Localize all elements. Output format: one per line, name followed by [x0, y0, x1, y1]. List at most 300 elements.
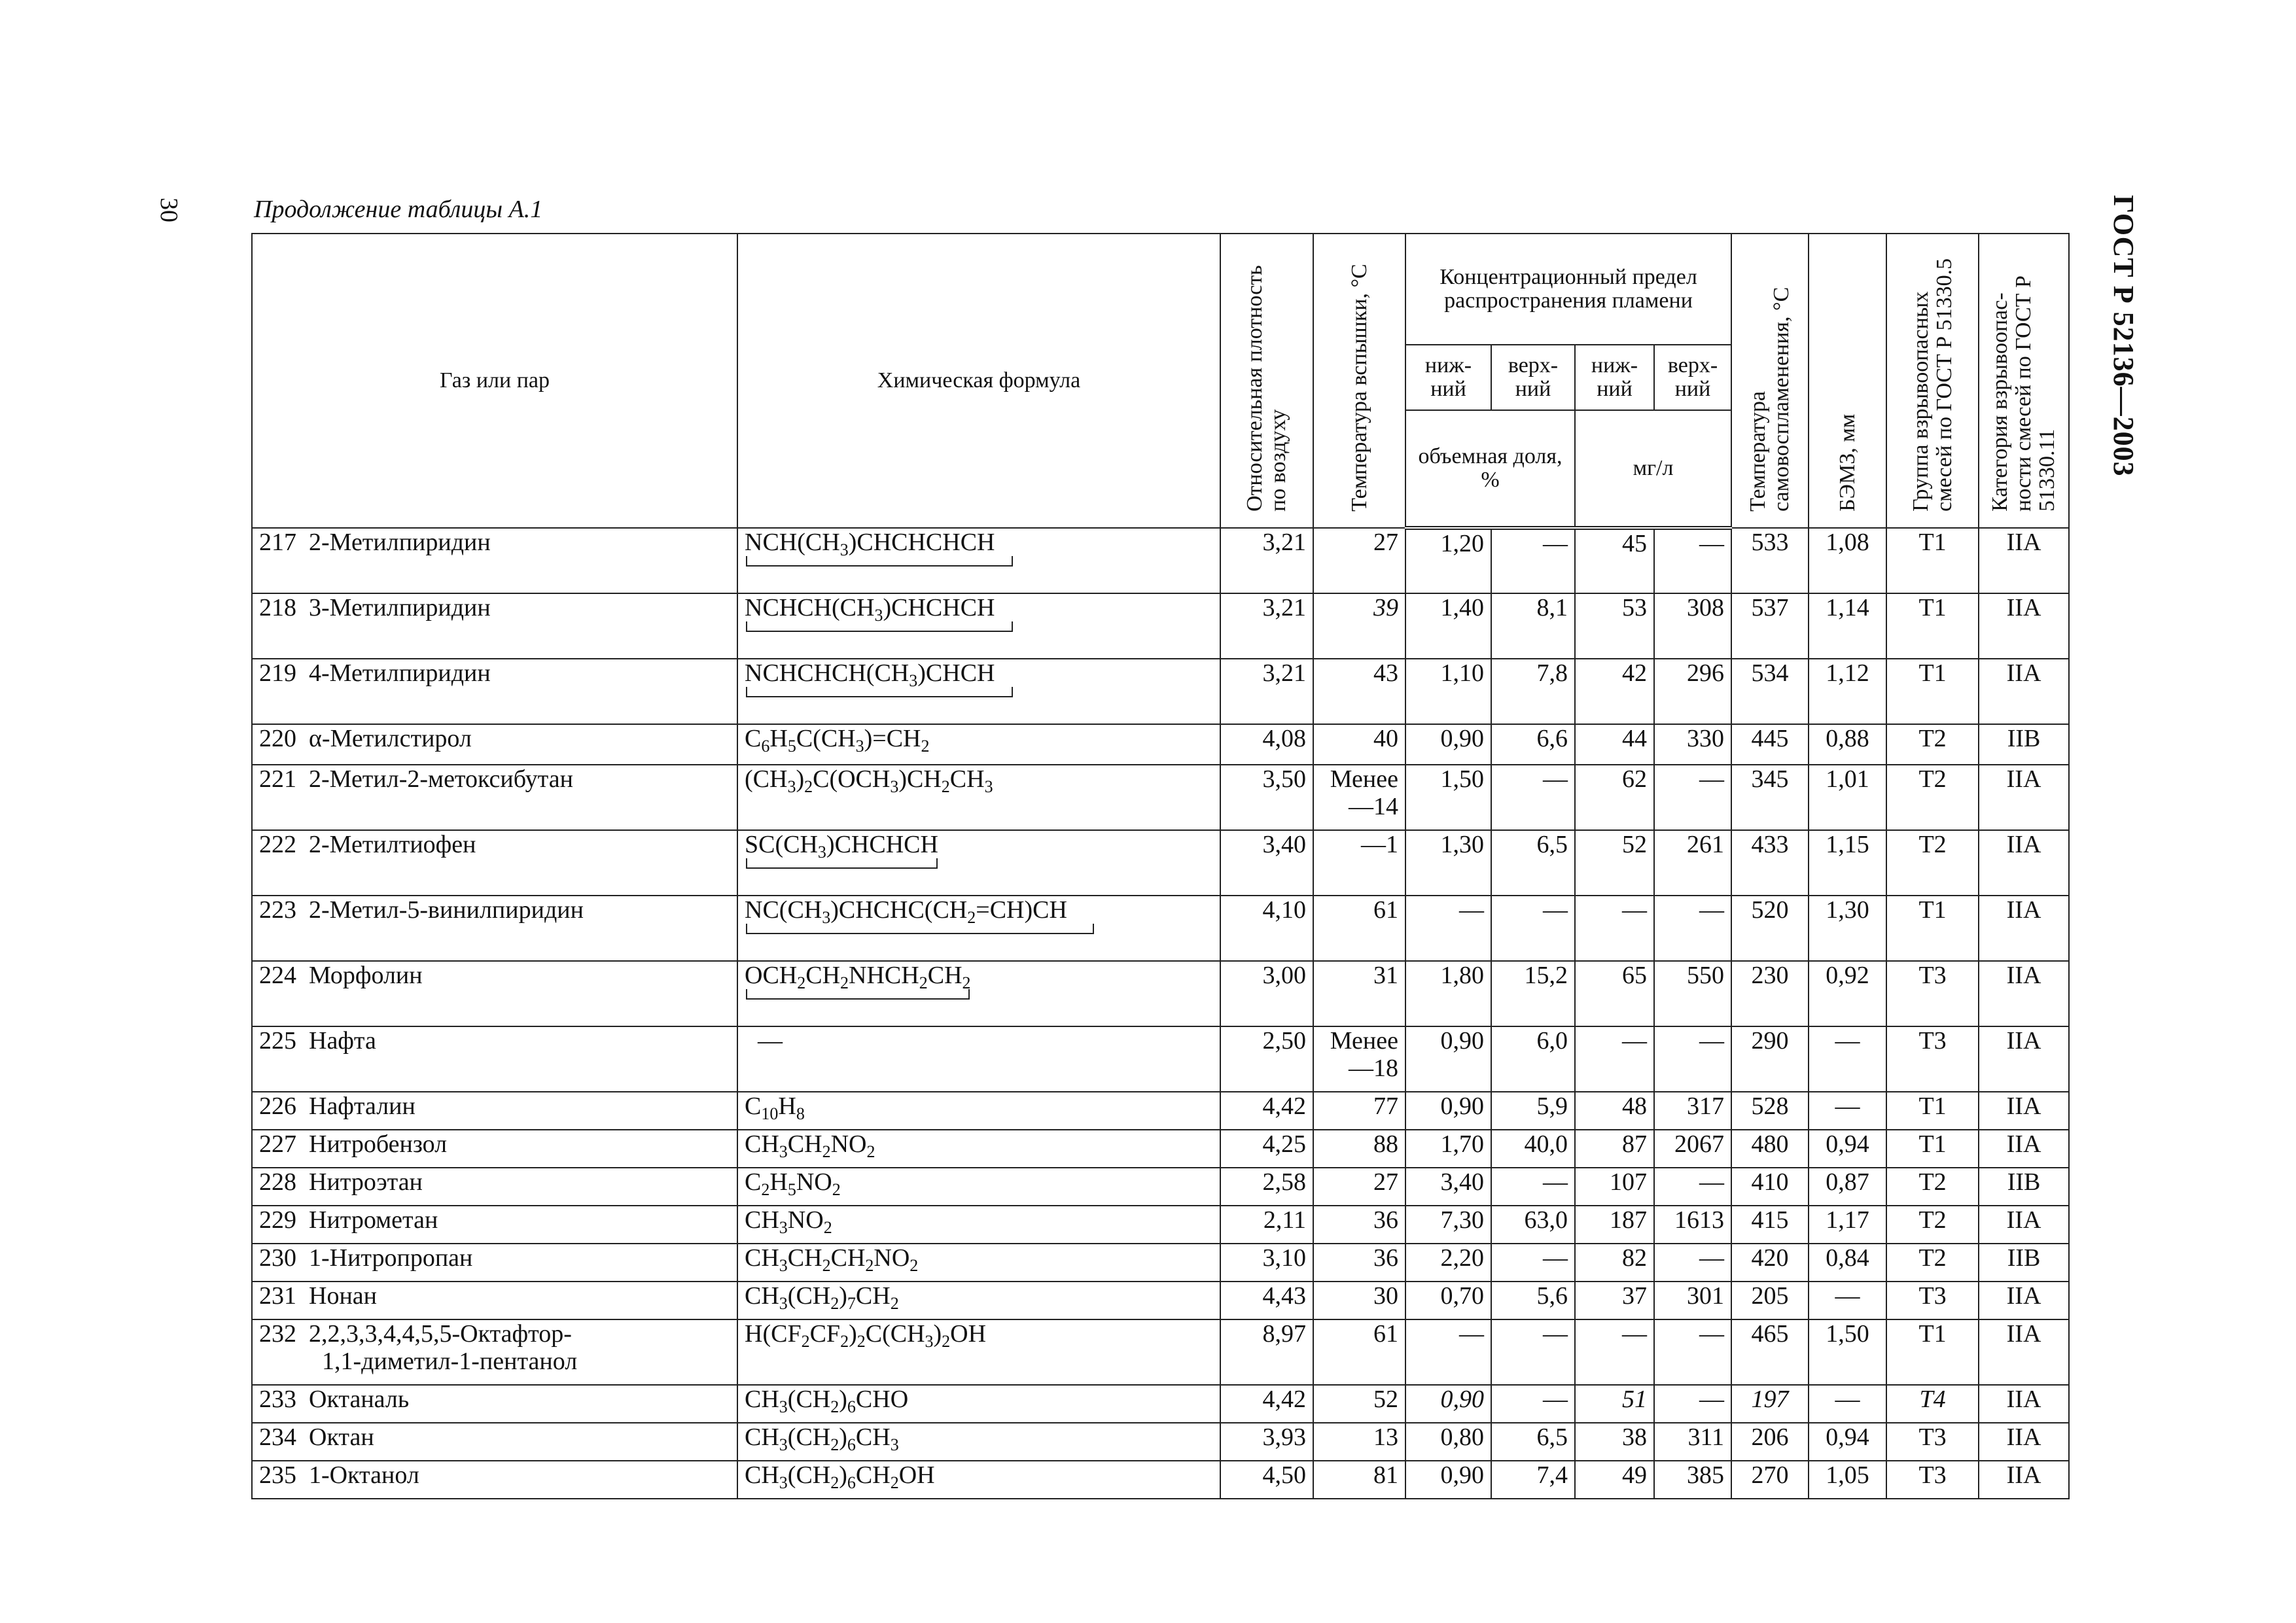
chemical-formula: — — [758, 1027, 783, 1055]
chemical-formula: $NCHCH(CH_3)CHCHCH$ — [745, 594, 995, 625]
cell-upper-mg: 317 — [1654, 1092, 1731, 1130]
cell-autoignition: 528 — [1731, 1092, 1809, 1130]
cell-category: IIA — [1979, 1206, 2069, 1244]
cell-category: IIA — [1979, 896, 2069, 961]
cell-lower-mg: 37 — [1575, 1282, 1654, 1319]
chemical-formula: $NCHCHCH(CH_3)CHCH$ — [745, 659, 995, 690]
cell-group: T2 — [1886, 1244, 1979, 1282]
page-number: 30 — [155, 198, 183, 222]
cell-upper-mg: — — [1654, 1026, 1731, 1092]
cell-name — [252, 830, 737, 896]
cell-upper-mg: 311 — [1654, 1423, 1731, 1461]
cell-lower-mg: 49 — [1575, 1461, 1654, 1499]
cell-upper-vol: 5,9 — [1491, 1092, 1575, 1130]
chemical-formula: $H(CF_2CF_2)_2C(CH_3)_2OH$ — [745, 1320, 987, 1351]
chemical-formula: $CH_3CH_2CH_2NO_2$ — [745, 1244, 919, 1275]
header-lower-mg: ниж-ний — [1575, 345, 1654, 410]
table-row — [252, 1206, 2069, 1244]
cell-name — [252, 659, 737, 724]
cell-density: 3,00 — [1220, 961, 1313, 1026]
header-bemz: БЭМЗ, мм — [1835, 413, 1860, 512]
cell-upper-mg: 385 — [1654, 1461, 1731, 1499]
cell-autoignition: 345 — [1731, 765, 1809, 830]
cell-formula — [737, 896, 1220, 961]
cell-flash-point: 43 — [1313, 659, 1405, 724]
cell-name — [252, 765, 737, 830]
row-number: 224 — [259, 962, 296, 989]
cell-lower-vol: 1,20 — [1405, 528, 1491, 593]
cell-category: IIA — [1979, 961, 2069, 1026]
header-gas: Газ или пар — [252, 234, 737, 528]
cell-group: T1 — [1886, 528, 1979, 593]
row-number: 217 — [259, 529, 296, 556]
header-upper-mg: верх-ний — [1654, 345, 1731, 410]
cell-category: IIA — [1979, 659, 2069, 724]
cell-lower-mg: 65 — [1575, 961, 1654, 1026]
chemical-formula: $NCH(CH_3)CHCHCHCH$ — [745, 529, 995, 559]
cell-lower-vol: 7,30 — [1405, 1206, 1491, 1244]
cell-bemz: 1,14 — [1809, 593, 1886, 659]
cell-autoignition: 537 — [1731, 593, 1809, 659]
cell-upper-mg: 296 — [1654, 659, 1731, 724]
cell-flash-point: 40 — [1313, 724, 1405, 765]
chemical-formula: $(CH_3)_2C(OCH_3)CH_2CH_3$ — [745, 765, 993, 796]
table-row — [252, 724, 2069, 765]
cell-category: IIA — [1979, 1282, 2069, 1319]
header-formula: Химическая формула — [737, 234, 1220, 528]
cell-group: T2 — [1886, 830, 1979, 896]
cell-flash-point: 13 — [1313, 1423, 1405, 1461]
cell-density: 3,21 — [1220, 528, 1313, 593]
cell-lower-vol: — — [1405, 1319, 1491, 1385]
cell-bemz: 1,50 — [1809, 1319, 1886, 1385]
chemical-formula: $NC(CH_3)CHCHC(CH_2=CH)CH$ — [745, 896, 1067, 927]
cell-density: 4,43 — [1220, 1282, 1313, 1319]
cell-lower-vol: 1,30 — [1405, 830, 1491, 896]
table-row — [252, 1168, 2069, 1206]
cell-lower-vol: 0,90 — [1405, 1092, 1491, 1130]
cell-group: T2 — [1886, 1168, 1979, 1206]
cell-name — [252, 528, 737, 593]
chemical-formula: $C_{10}H_8$ — [745, 1092, 805, 1123]
cell-autoignition: 533 — [1731, 528, 1809, 593]
cell-upper-mg: — — [1654, 765, 1731, 830]
cell-bemz: 1,17 — [1809, 1206, 1886, 1244]
cell-autoignition: 520 — [1731, 896, 1809, 961]
cell-name — [252, 1206, 737, 1244]
cell-upper-vol: — — [1491, 1168, 1575, 1206]
cell-upper-vol: 6,6 — [1491, 724, 1575, 765]
cell-formula — [737, 961, 1220, 1026]
cell-upper-vol: 40,0 — [1491, 1130, 1575, 1168]
row-number: 229 — [259, 1206, 296, 1234]
ring-bracket — [745, 989, 1213, 1002]
cell-upper-mg: 261 — [1654, 830, 1731, 896]
cell-formula — [737, 659, 1220, 724]
cell-formula — [737, 1168, 1220, 1206]
cell-bemz: 0,88 — [1809, 724, 1886, 765]
ring-bracket — [745, 858, 1213, 871]
cell-name — [252, 1385, 737, 1423]
ring-bracket — [745, 924, 1213, 937]
cell-lower-vol: 0,90 — [1405, 1026, 1491, 1092]
cell-flash-point: 31 — [1313, 961, 1405, 1026]
cell-lower-mg: 87 — [1575, 1130, 1654, 1168]
cell-formula — [737, 1282, 1220, 1319]
substance-name: α-Метилстирол — [309, 725, 472, 752]
cell-upper-mg: 1613 — [1654, 1206, 1731, 1244]
cell-upper-vol: — — [1491, 896, 1575, 961]
cell-bemz: 1,08 — [1809, 528, 1886, 593]
chemical-formula: $CH_3(CH_2)_7CH_2$ — [745, 1282, 899, 1313]
cell-autoignition: 230 — [1731, 961, 1809, 1026]
substance-name: 4-Метилпиридин — [309, 659, 491, 687]
cell-autoignition: 205 — [1731, 1282, 1809, 1319]
cell-lower-mg: 48 — [1575, 1092, 1654, 1130]
cell-formula — [737, 724, 1220, 765]
cell-category: IIB — [1979, 1244, 2069, 1282]
cell-upper-vol: 6,5 — [1491, 1423, 1575, 1461]
cell-density: 2,58 — [1220, 1168, 1313, 1206]
row-number: 220 — [259, 725, 296, 752]
table-row — [252, 1282, 2069, 1319]
header-group: Группа взрывоопасных смесей по ГОСТ Р 51330.5 — [1908, 258, 1956, 512]
cell-density: 4,42 — [1220, 1385, 1313, 1423]
cell-formula — [737, 528, 1220, 593]
cell-bemz: 0,87 — [1809, 1168, 1886, 1206]
row-number: 233 — [259, 1386, 296, 1413]
substance-name: Морфолин — [309, 962, 423, 989]
chemical-formula: $C_6H_5C(CH_3)=CH_2$ — [745, 725, 930, 756]
cell-formula — [737, 1319, 1220, 1385]
cell-density: 4,10 — [1220, 896, 1313, 961]
chemical-formula: $CH_3(CH_2)_6CHO$ — [745, 1386, 909, 1416]
row-number: 218 — [259, 594, 296, 621]
substance-name: 2-Метилтиофен — [309, 831, 476, 858]
cell-flash-point: Менее —18 — [1313, 1026, 1405, 1092]
cell-name — [252, 1092, 737, 1130]
cell-name — [252, 1244, 737, 1282]
cell-name — [252, 593, 737, 659]
cell-lower-vol: — — [1405, 896, 1491, 961]
cell-upper-vol: — — [1491, 1319, 1575, 1385]
ring-bracket — [745, 621, 1213, 635]
cell-lower-vol: 0,90 — [1405, 1385, 1491, 1423]
cell-density: 4,25 — [1220, 1130, 1313, 1168]
substance-name: Нафталин — [309, 1092, 415, 1120]
cell-density: 3,40 — [1220, 830, 1313, 896]
cell-bemz: — — [1809, 1092, 1886, 1130]
cell-autoignition: 445 — [1731, 724, 1809, 765]
cell-lower-mg: 82 — [1575, 1244, 1654, 1282]
row-number: 219 — [259, 659, 296, 687]
cell-lower-mg: 51 — [1575, 1385, 1654, 1423]
chemical-formula: $CH_3NO_2$ — [745, 1206, 832, 1237]
cell-upper-vol: 5,6 — [1491, 1282, 1575, 1319]
cell-upper-mg: — — [1654, 1168, 1731, 1206]
cell-name — [252, 1168, 737, 1206]
cell-lower-vol: 0,90 — [1405, 724, 1491, 765]
cell-lower-mg: 53 — [1575, 593, 1654, 659]
header-lower-vol: ниж-ний — [1405, 345, 1491, 410]
cell-upper-mg: — — [1654, 1319, 1731, 1385]
cell-group: T3 — [1886, 961, 1979, 1026]
cell-upper-mg: — — [1654, 896, 1731, 961]
table-body — [252, 528, 2069, 1499]
cell-group: T1 — [1886, 659, 1979, 724]
cell-autoignition: 480 — [1731, 1130, 1809, 1168]
cell-upper-mg: 308 — [1654, 593, 1731, 659]
header-vol: объемная доля, % — [1405, 410, 1575, 528]
cell-density: 4,50 — [1220, 1461, 1313, 1499]
cell-flash-point: 36 — [1313, 1244, 1405, 1282]
cell-upper-vol: 7,4 — [1491, 1461, 1575, 1499]
cell-formula — [737, 830, 1220, 896]
table-row — [252, 961, 2069, 1026]
cell-category: IIA — [1979, 1385, 2069, 1423]
cell-upper-mg: 301 — [1654, 1282, 1731, 1319]
cell-category: IIA — [1979, 1130, 2069, 1168]
cell-lower-mg: 38 — [1575, 1423, 1654, 1461]
cell-lower-vol: 0,70 — [1405, 1282, 1491, 1319]
table-row — [252, 528, 2069, 593]
table-row — [252, 1130, 2069, 1168]
cell-name — [252, 896, 737, 961]
cell-group: T3 — [1886, 1461, 1979, 1499]
cell-formula — [737, 1026, 1220, 1092]
substance-name: Нитроэтан — [309, 1168, 423, 1196]
cell-lower-mg: — — [1575, 1026, 1654, 1092]
ring-bracket — [745, 556, 1213, 569]
cell-bemz: 1,01 — [1809, 765, 1886, 830]
substance-name: Нитробензол — [309, 1130, 448, 1158]
cell-name — [252, 1026, 737, 1092]
cell-flash-point: 61 — [1313, 896, 1405, 961]
row-number: 225 — [259, 1027, 296, 1055]
cell-category: IIA — [1979, 593, 2069, 659]
table-row — [252, 1385, 2069, 1423]
cell-lower-mg: 44 — [1575, 724, 1654, 765]
cell-lower-vol: 1,70 — [1405, 1130, 1491, 1168]
cell-group: T4 — [1886, 1385, 1979, 1423]
cell-flash-point: 61 — [1313, 1319, 1405, 1385]
cell-upper-vol: 7,8 — [1491, 659, 1575, 724]
header-category: Категория взрывоопас-ности смесей по ГОСТ Р 51330.11 — [1988, 275, 2060, 512]
row-number: 222 — [259, 831, 296, 858]
cell-density: 2,50 — [1220, 1026, 1313, 1092]
cell-group: T1 — [1886, 1130, 1979, 1168]
cell-flash-point: 30 — [1313, 1282, 1405, 1319]
row-number: 227 — [259, 1130, 296, 1158]
substance-name: Октан — [309, 1423, 374, 1451]
cell-name — [252, 961, 737, 1026]
chemical-formula: $C_2H_5NO_2$ — [745, 1168, 841, 1199]
row-number: 234 — [259, 1423, 296, 1451]
cell-density: 3,10 — [1220, 1244, 1313, 1282]
cell-flash-point: 27 — [1313, 1168, 1405, 1206]
cell-upper-vol: — — [1491, 528, 1575, 593]
row-number: 221 — [259, 765, 296, 793]
header-autoign: Температура самовоспламенения, °С — [1746, 287, 1794, 512]
cell-name — [252, 1423, 737, 1461]
chemical-formula: $OCH_2CH_2NHCH_2CH_2$ — [745, 962, 971, 992]
cell-upper-vol: 8,1 — [1491, 593, 1575, 659]
cell-autoignition: 410 — [1731, 1168, 1809, 1206]
cell-lower-mg: 187 — [1575, 1206, 1654, 1244]
cell-formula — [737, 1244, 1220, 1282]
substance-name: 2,2,3,3,4,4,5,5-Октафтор- — [309, 1320, 572, 1348]
header-mgl: мг/л — [1575, 410, 1731, 528]
cell-bemz: 0,84 — [1809, 1244, 1886, 1282]
cell-category: IIA — [1979, 1319, 2069, 1385]
table-row — [252, 1319, 2069, 1385]
cell-group: T2 — [1886, 765, 1979, 830]
table-row — [252, 1461, 2069, 1499]
cell-upper-vol: 6,0 — [1491, 1026, 1575, 1092]
cell-category: IIB — [1979, 1168, 2069, 1206]
cell-category: IIA — [1979, 528, 2069, 593]
cell-name — [252, 1461, 737, 1499]
cell-name — [252, 1319, 737, 1385]
cell-lower-vol: 0,80 — [1405, 1423, 1491, 1461]
chemical-formula: $CH_3(CH_2)_6CH_3$ — [745, 1423, 899, 1454]
cell-flash-point: 77 — [1313, 1092, 1405, 1130]
cell-density: 3,21 — [1220, 593, 1313, 659]
cell-lower-mg: 107 — [1575, 1168, 1654, 1206]
substance-name: 1-Нитропропан — [309, 1244, 473, 1272]
cell-name — [252, 1282, 737, 1319]
cell-bemz: 0,92 — [1809, 961, 1886, 1026]
cell-autoignition: 534 — [1731, 659, 1809, 724]
substance-name: 2-Метил-5-винилпиридин — [309, 896, 584, 924]
cell-flash-point: 52 — [1313, 1385, 1405, 1423]
cell-lower-vol: 2,20 — [1405, 1244, 1491, 1282]
substance-name: Октаналь — [309, 1386, 410, 1413]
row-number: 235 — [259, 1461, 296, 1489]
header-density: Относительная плотность по воздуху — [1243, 265, 1290, 512]
chemical-formula: $CH_3(CH_2)_6CH_2OH$ — [745, 1461, 935, 1492]
cell-formula — [737, 593, 1220, 659]
cell-name — [252, 1130, 737, 1168]
cell-upper-mg: 330 — [1654, 724, 1731, 765]
table-row — [252, 1423, 2069, 1461]
cell-lower-mg: 45 — [1575, 528, 1654, 593]
table-row — [252, 830, 2069, 896]
cell-lower-mg: — — [1575, 1319, 1654, 1385]
table-row — [252, 1092, 2069, 1130]
chemical-formula: $SC(CH_3)CHCHCH$ — [745, 831, 938, 862]
cell-formula — [737, 1385, 1220, 1423]
cell-lower-vol: 3,40 — [1405, 1168, 1491, 1206]
cell-name — [252, 724, 737, 765]
cell-formula — [737, 1206, 1220, 1244]
cell-density: 2,11 — [1220, 1206, 1313, 1244]
cell-flash-point: Менее —14 — [1313, 765, 1405, 830]
cell-group: T3 — [1886, 1026, 1979, 1092]
cell-formula — [737, 765, 1220, 830]
cell-lower-vol: 0,90 — [1405, 1461, 1491, 1499]
row-number: 228 — [259, 1168, 296, 1196]
cell-upper-vol: 6,5 — [1491, 830, 1575, 896]
cell-bemz: 1,05 — [1809, 1461, 1886, 1499]
cell-flash-point: 27 — [1313, 528, 1405, 593]
cell-bemz: 0,94 — [1809, 1423, 1886, 1461]
cell-upper-vol: — — [1491, 1385, 1575, 1423]
cell-group: T2 — [1886, 724, 1979, 765]
cell-lower-vol: 1,50 — [1405, 765, 1491, 830]
row-number: 230 — [259, 1244, 296, 1272]
substance-name-cont: 1,1-диметил-1-пентанол — [322, 1348, 578, 1375]
cell-flash-point: —1 — [1313, 830, 1405, 896]
table-row — [252, 593, 2069, 659]
cell-autoignition: 197 — [1731, 1385, 1809, 1423]
cell-group: T1 — [1886, 1319, 1979, 1385]
table-row — [252, 1026, 2069, 1092]
row-number: 223 — [259, 896, 296, 924]
substance-name: 3-Метилпиридин — [309, 594, 491, 621]
cell-group: T1 — [1886, 593, 1979, 659]
cell-formula — [737, 1092, 1220, 1130]
table-caption: Продолжение таблицы А.1 — [254, 196, 543, 223]
cell-group: T1 — [1886, 896, 1979, 961]
substance-name: 2-Метил-2-метоксибутан — [309, 765, 573, 793]
cell-autoignition: 433 — [1731, 830, 1809, 896]
table-row — [252, 1244, 2069, 1282]
cell-density: 3,21 — [1220, 659, 1313, 724]
cell-flash-point: 39 — [1313, 593, 1405, 659]
cell-group: T2 — [1886, 1206, 1979, 1244]
cell-upper-vol: 15,2 — [1491, 961, 1575, 1026]
cell-upper-mg: 2067 — [1654, 1130, 1731, 1168]
cell-autoignition: 290 — [1731, 1026, 1809, 1092]
cell-flash-point: 81 — [1313, 1461, 1405, 1499]
chemical-formula: $CH_3CH_2NO_2$ — [745, 1130, 875, 1161]
cell-bemz: 1,15 — [1809, 830, 1886, 896]
table-row — [252, 896, 2069, 961]
cell-lower-mg: 52 — [1575, 830, 1654, 896]
cell-autoignition: 465 — [1731, 1319, 1809, 1385]
table-row — [252, 659, 2069, 724]
cell-density: 3,50 — [1220, 765, 1313, 830]
cell-category: IIA — [1979, 830, 2069, 896]
cell-upper-mg: — — [1654, 528, 1731, 593]
cell-lower-mg: 42 — [1575, 659, 1654, 724]
cell-autoignition: 420 — [1731, 1244, 1809, 1282]
cell-lower-vol: 1,10 — [1405, 659, 1491, 724]
cell-density: 8,97 — [1220, 1319, 1313, 1385]
row-number: 231 — [259, 1282, 296, 1310]
document-title: ГОСТ Р 52136—2003 — [2108, 195, 2140, 477]
cell-upper-vol: — — [1491, 765, 1575, 830]
cell-upper-mg: — — [1654, 1385, 1731, 1423]
cell-autoignition: 415 — [1731, 1206, 1809, 1244]
cell-autoignition: 270 — [1731, 1461, 1809, 1499]
cell-lower-vol: 1,80 — [1405, 961, 1491, 1026]
cell-upper-mg: 550 — [1654, 961, 1731, 1026]
row-number: 232 — [259, 1320, 296, 1348]
cell-bemz: — — [1809, 1385, 1886, 1423]
data-table — [251, 233, 2070, 1499]
header-conc: Концентрационный предел распространения пламени — [1405, 234, 1731, 345]
substance-name: Нонан — [309, 1282, 377, 1310]
cell-bemz: — — [1809, 1026, 1886, 1092]
substance-name: 1-Октанол — [309, 1461, 419, 1489]
substance-name: 2-Метилпиридин — [309, 529, 491, 556]
substance-name: Нафта — [309, 1027, 376, 1055]
cell-flash-point: 88 — [1313, 1130, 1405, 1168]
cell-upper-vol: 63,0 — [1491, 1206, 1575, 1244]
cell-autoignition: 206 — [1731, 1423, 1809, 1461]
